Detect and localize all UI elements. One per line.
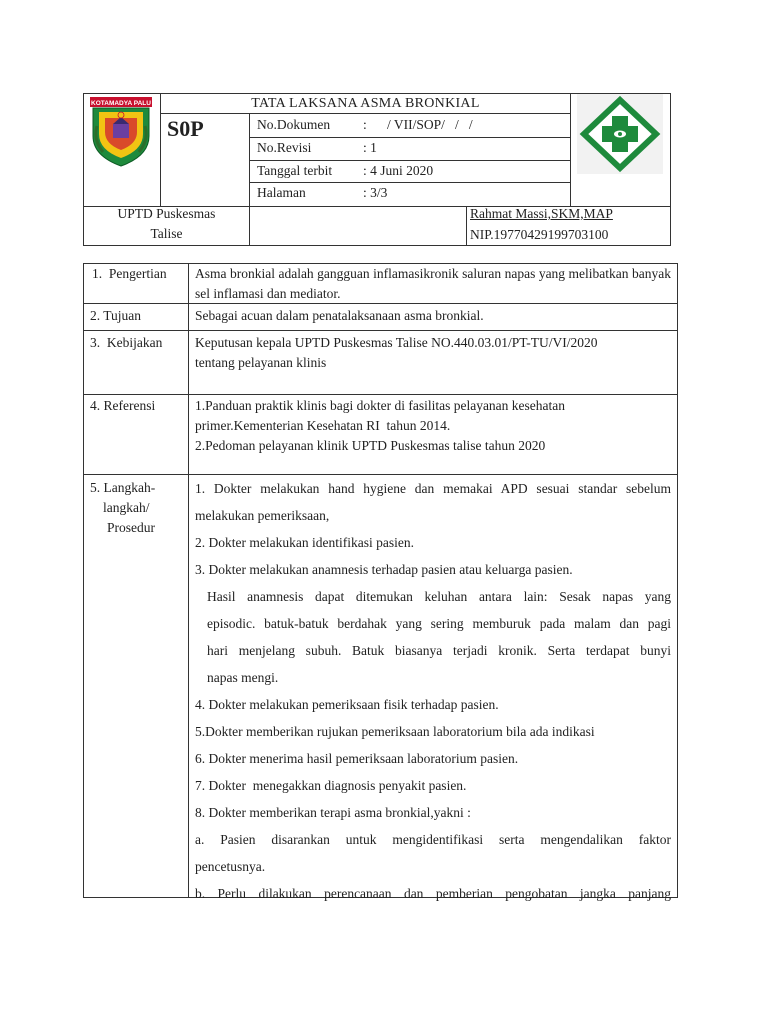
section-label-kebijakan: 3. Kebijakan: [90, 335, 163, 350]
document-title: TATA LAKSANA ASMA BRONKIAL: [251, 96, 480, 111]
procedure-line: melakukan pemeriksaan,: [195, 508, 330, 523]
procedure-line: b. Perlu dilakukan perencanaan dan pemberian pengobatan jangka panjang: [195, 886, 671, 901]
field-label-no-dokumen: No.Dokumen: [257, 117, 331, 132]
region-badge-text: KOTAMADYA PALU: [91, 100, 151, 107]
field-value-tanggal-terbit: : 4 Juni 2020: [363, 163, 434, 178]
divider: [188, 263, 189, 898]
divider: [249, 160, 571, 161]
field-value-no-revisi: : 1: [363, 140, 377, 155]
procedure-line: 8. Dokter memberikan terapi asma bronkial,yakni :: [195, 805, 471, 820]
procedure-line: 2. Dokter melakukan identifikasi pasien.: [195, 535, 414, 550]
procedure-line: 5.Dokter memberikan rujukan pemeriksaan laboratorium bila ada indikasi: [195, 724, 595, 739]
divider: [249, 113, 250, 246]
section-label-tujuan: 2. Tujuan: [90, 308, 142, 323]
procedure-line: 3. Dokter melakukan anamnesis terhadap pasien atau keluarga pasien.: [195, 562, 573, 577]
unit-name-line2: Talise: [150, 226, 183, 241]
field-label-halaman: Halaman: [257, 185, 306, 200]
procedure-line: Hasil anamnesis dapat ditemukan keluhan antara lain: Sesak napas yang: [207, 589, 671, 604]
section-text-pengertian: Asma bronkial adalah gangguan inflamasikronik saluran napas yang melibatkan banyak sel inflamasi dan mediator.: [195, 266, 671, 301]
signer-name: Rahmat Massi,SKM,MAP: [470, 206, 613, 221]
procedure-line: 6. Dokter menerima hasil pemeriksaan laboratorium pasien.: [195, 751, 519, 766]
divider: [160, 113, 571, 114]
section-label-referensi: 4. Referensi: [90, 398, 156, 413]
section-label-langkah: 5. Langkah-: [90, 480, 156, 495]
procedure-line: 4. Dokter melakukan pemeriksaan fisik terhadap pasien.: [195, 697, 499, 712]
city-emblem-logo: [89, 96, 153, 168]
referensi-line: primer.Kementerian Kesehatan RI tahun 2014.: [195, 418, 451, 433]
procedure-line: hari menjelang subuh. Batuk biasanya terjadi kronik. Serta terdapat bunyi: [207, 643, 671, 658]
procedure-line: 1. Dokter melakukan hand hygiene dan memakai APD sesuai standar sebelum: [195, 481, 671, 496]
divider: [249, 137, 571, 138]
field-label-no-revisi: No.Revisi: [257, 140, 312, 155]
puskesmas-logo: [577, 94, 663, 174]
section-label-pengertian: 1. Pengertian: [92, 266, 167, 281]
procedure-line: episodic. batuk-batuk berdahak yang sering memburuk pada malam dan pagi: [207, 616, 671, 631]
field-label-tanggal-terbit: Tanggal terbit: [257, 163, 333, 178]
procedure-line: 7. Dokter menegakkan diagnosis penyakit pasien.: [195, 778, 467, 793]
section-label-langkah: Prosedur: [107, 520, 155, 535]
divider: [570, 93, 571, 206]
divider: [249, 182, 571, 183]
divider: [466, 206, 467, 246]
section-label-langkah: langkah/: [103, 500, 150, 515]
field-value-no-dokumen: : / VII/SOP/ / /: [363, 117, 473, 132]
sop-label: S0P: [167, 116, 204, 141]
section-text-kebijakan-line1: Keputusan kepala UPTD Puskesmas Talise NO.440.03.01/PT-TU/VI/2020: [195, 335, 598, 350]
divider: [83, 330, 678, 331]
procedure-line: a. Pasien disarankan untuk mengidentifikasi serta mengendalikan faktor: [195, 832, 671, 847]
section-text-kebijakan-line2: tentang pelayanan klinis: [195, 355, 327, 370]
signer-nip: NIP.19770429199703100: [470, 227, 609, 242]
referensi-line: 1.Panduan praktik klinis bagi dokter di fasilitas pelayanan kesehatan: [195, 398, 566, 413]
procedure-list: [195, 475, 671, 907]
referensi-line: 2.Pedoman pelayanan klinik UPTD Puskesmas talise tahun 2020: [195, 438, 546, 453]
section-text-tujuan: Sebagai acuan dalam penatalaksanaan asma bronkial.: [195, 308, 484, 323]
procedure-line: pencetusnya.: [195, 859, 266, 874]
unit-name-line1: UPTD Puskesmas: [117, 206, 216, 221]
divider: [83, 394, 678, 395]
procedure-line: napas mengi.: [207, 670, 279, 685]
field-value-halaman: : 3/3: [363, 185, 388, 200]
